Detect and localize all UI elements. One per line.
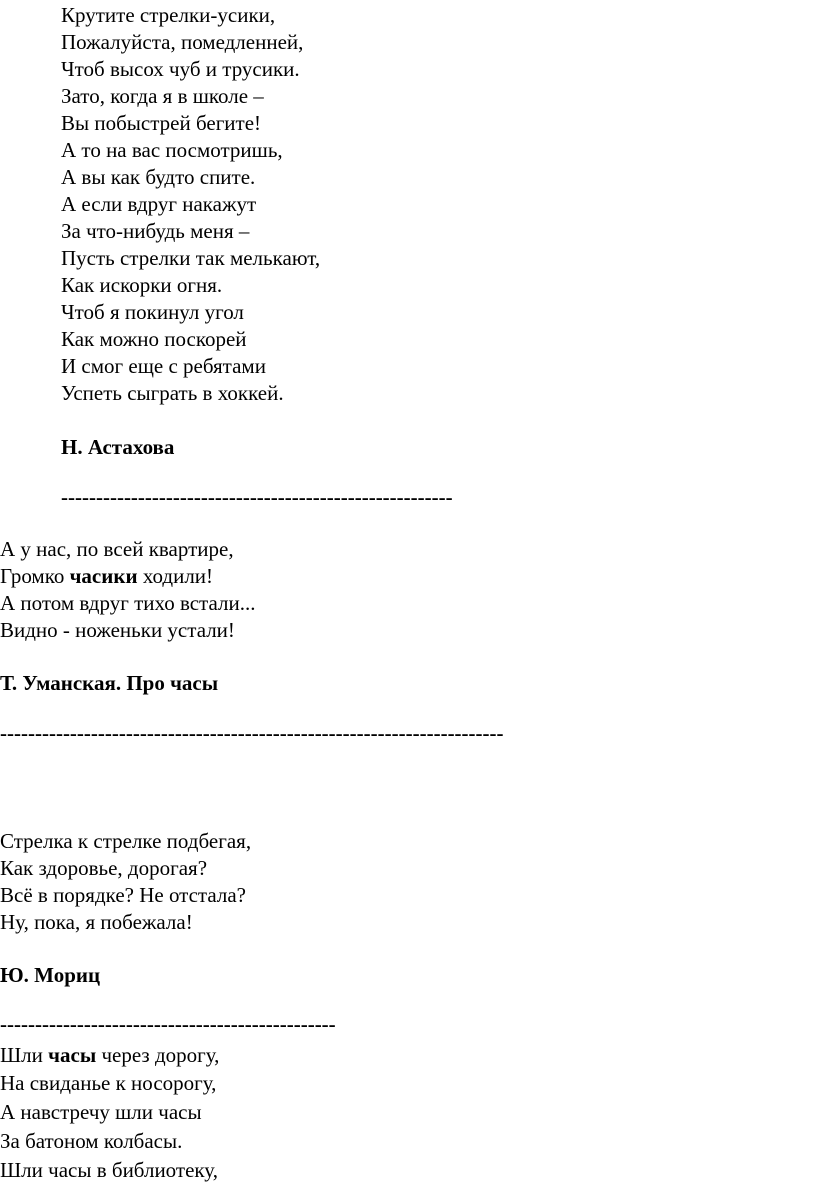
bold-word: часики [69,564,138,588]
separator-line: ------------------------------------------------ [0,1012,336,1036]
text-span: Шли [0,1043,49,1067]
poem-line: Зато, когда я в школе – [61,84,264,108]
text-span: через дорогу, [96,1043,220,1067]
poem-line: Шли часы в библиотеку, [0,1158,218,1182]
text-span: Громко [0,564,70,588]
poem-line: Пусть стрелки так мелькают, [61,246,321,270]
poem-line: Стрелка к стрелке подбегая, [0,829,252,853]
poem-line: Ну, пока, я побежала! [0,910,193,934]
poem-line: А вы как будто спите. [61,165,256,189]
poem-line: Успеть сыграть в хоккей. [61,381,284,405]
poem-line: А то на вас посмотришь, [61,138,283,162]
poem-line: Как можно поскорей [61,327,247,351]
poem-line: Вы побыстрей бегите! [61,111,262,135]
text-span: ходили! [137,564,214,588]
poem-line: Всё в порядке? Не отстала? [0,883,246,907]
poem-line: Видно - ноженьки устали! [0,618,235,642]
separator-line: -------------------------------------------------------- [61,485,453,509]
poem-line: Как искорки огня. [61,273,223,297]
poem-line: Крутите стрелки-усики, [61,3,276,27]
poem-line: На свиданье к носорогу, [0,1071,217,1095]
poem-line: Чтоб я покинул угол [61,300,244,324]
poem-author: Н. Астахова [61,435,175,459]
poem-line: За что-нибудь меня – [61,219,250,243]
poem-line: А у нас, по всей квартире, [0,537,234,561]
poem-line: За батоном колбасы. [0,1129,183,1153]
separator-line: ------------------------------------------------------------------------ [0,721,504,745]
poem-author: Ю. Мориц [0,963,101,987]
poem-line: Чтоб высох чуб и трусики. [61,57,300,81]
poem-line: А навстречу шли часы [0,1100,202,1124]
poem-line [0,1042,219,1069]
poem-author: Т. Уманская. Про часы [0,671,219,695]
bold-word: часы [48,1043,97,1067]
poem-line: И смог еще с ребятами [61,354,266,378]
poem-line [0,563,213,590]
poem-line: Пожалуйста, помедленней, [61,30,304,54]
poem-line: А потом вдруг тихо встали... [0,591,256,615]
poem-line: А если вдруг накажут [61,192,257,216]
poem-line: Как здоровье, дорогая? [0,856,208,880]
